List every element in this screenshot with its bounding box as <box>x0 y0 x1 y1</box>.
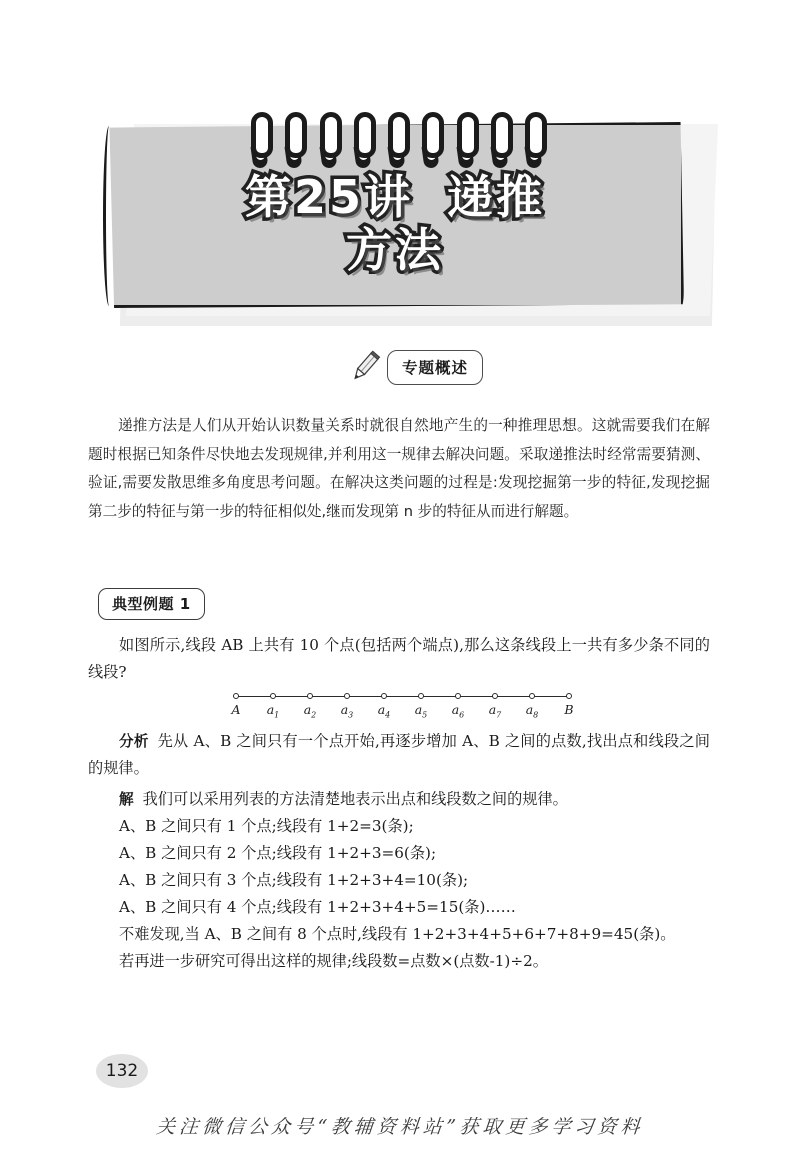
analysis-text: 先从 A、B 之间只有一个点开始,再逐步增加 A、B 之间的点数,找出点和线段之间的规律。 <box>88 732 710 777</box>
chapter-banner <box>100 112 700 327</box>
spiral-ring-icon <box>353 110 379 168</box>
solution-heading: 解 <box>119 791 134 808</box>
pencil-icon <box>345 347 385 387</box>
analysis-heading: 分析 <box>119 733 149 750</box>
example-problem-text: 如图所示,线段 AB 上共有 10 个点(包括两个端点),那么这条线段上一共有多少条不同的线段? <box>88 636 710 681</box>
segment-point-label: B <box>564 702 574 717</box>
spiral-ring-icon <box>387 110 413 168</box>
line-segment-diagram <box>230 688 575 724</box>
solution-steps <box>88 813 710 975</box>
solution-step: 不难发现,当 A、B 之间有 8 个点时,线段有 1+2+3+4+5+6+7+8+9=45(条)。 <box>119 925 676 943</box>
chapter-title-number: 第25讲 <box>244 170 413 224</box>
example-label: 典型例题 1 <box>98 588 205 620</box>
segment-point-label: $a_7$ <box>488 702 502 720</box>
spiral-binding-rings <box>250 110 550 172</box>
spiral-ring-icon <box>524 110 550 168</box>
segment-point <box>529 693 535 699</box>
segment-point <box>233 693 239 699</box>
solution-step: A、B 之间只有 2 个点;线段有 1+2+3=6(条); <box>119 844 437 862</box>
segment-point <box>307 693 313 699</box>
segment-point-label: $a_8$ <box>525 702 539 720</box>
segment-point <box>270 693 276 699</box>
solution-block <box>88 786 710 813</box>
segment-point-label: $a_6$ <box>451 702 465 720</box>
chapter-title-topic: 递推 <box>447 170 545 224</box>
spiral-ring-icon <box>490 110 516 168</box>
solution-text: 我们可以采用列表的方法清楚地表示出点和线段数之间的规律。 <box>142 790 568 808</box>
page-number: 132 <box>96 1054 148 1088</box>
analysis-block <box>88 728 710 782</box>
spiral-ring-icon <box>250 110 276 168</box>
solution-step: A、B 之间只有 4 个点;线段有 1+2+3+4+5=15(条)…… <box>119 898 516 916</box>
segment-point <box>381 693 387 699</box>
spiral-ring-icon <box>319 110 345 168</box>
topic-overview-paragraph: 递推方法是人们从开始认识数量关系时就很自然地产生的一种推理思想。这就需要我们在解题时根据已知条件尽快地去发现规律,并利用这一规律去解决问题。采取递推法时经常需要猜测、验证,需要发散思维多角度思考问题。在解决这类问题的过程是:发现挖掘第一步的特征,发现挖掘第二步的特征与第一步的特征相似处,继而发现第 n 步的特征从而进行解题。 <box>88 417 710 520</box>
segment-point-label: $a_3$ <box>340 702 354 720</box>
topic-overview-label: 专题概述 <box>387 350 483 385</box>
segment-point-label: $a_4$ <box>377 702 391 720</box>
chapter-title-topic-2: 方法 <box>346 223 444 277</box>
segment-point <box>455 693 461 699</box>
segment-line <box>236 696 569 697</box>
segment-point <box>492 693 498 699</box>
spiral-ring-icon <box>456 110 482 168</box>
solution-step: 若再进一步研究可得出这样的规律;线段数=点数×(点数-1)÷2。 <box>119 952 548 970</box>
spiral-ring-icon <box>284 110 310 168</box>
segment-point <box>344 693 350 699</box>
segment-point-label: $a_1$ <box>266 702 280 720</box>
solution-step: A、B 之间只有 3 个点;线段有 1+2+3+4=10(条); <box>119 871 469 889</box>
segment-point <box>566 693 572 699</box>
solution-step: A、B 之间只有 1 个点;线段有 1+2=3(条); <box>119 817 414 835</box>
segment-point <box>418 693 424 699</box>
segment-point-label: $a_5$ <box>414 702 428 720</box>
segment-point-label: $a_2$ <box>303 702 317 720</box>
spiral-ring-icon <box>421 110 447 168</box>
topic-overview-header <box>345 345 483 389</box>
chapter-title <box>100 170 690 276</box>
footer-watermark: 关注微信公众号“教辅资料站”获取更多学习资料 <box>155 1116 645 1138</box>
segment-point-label: A <box>231 702 241 717</box>
